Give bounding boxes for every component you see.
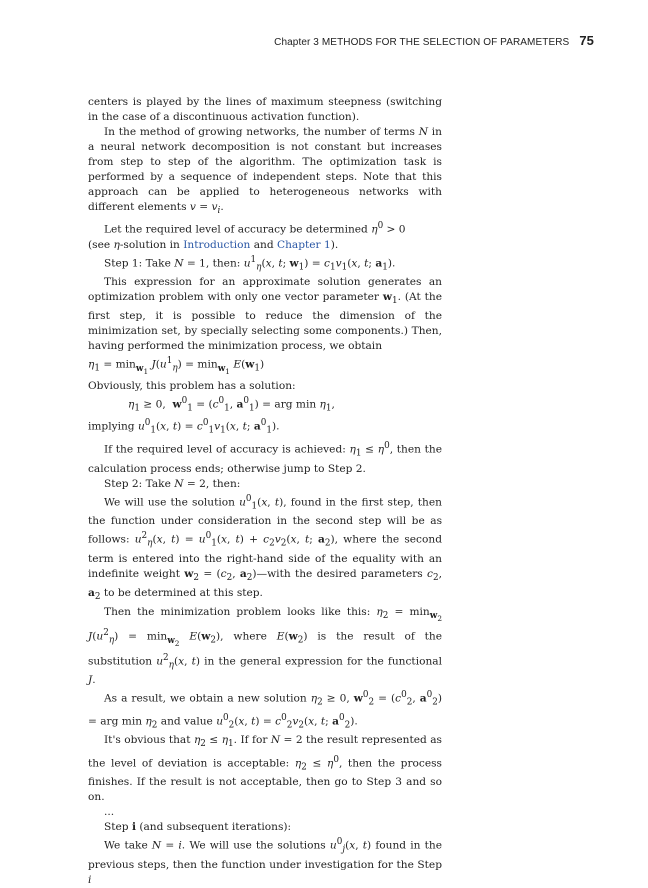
page-number: 75 — [579, 33, 594, 48]
equation: $\eta_1 \ge 0$, $w^0_1 = (c^0_1$, $a^0_1$) = arg $\min \eta_1$, — [128, 395, 335, 414]
paragraph: If the required level of accuracy is achieved: $\eta_1 \le \eta^0$, then the calculation process ends; otherwise jump to Step 2. — [88, 441, 442, 475]
paragraph: We take N = i. We will use the solutions $u^0_j(x$, t) found in the previous steps, then the function under investigation for the Step i — [88, 837, 442, 886]
paragraph: Obviously, this problem has a solution: — [88, 379, 296, 392]
equation: $\eta_1 = \min_{w_1} J(u^1_\eta) = \min_{w_1} E(w_1)$ — [88, 356, 265, 376]
introduction-link[interactable]: Introduction — [183, 238, 251, 251]
paragraph: As a result, we obtain a new solution $\eta_2 \ge 0$, $w^0_2 = (c^0_2$, $a^0_2$) = arg $\min \eta_2$ and value $u^0_2(x$, $t) = c^0_2v_2(x$, t; $a^0_2$). — [88, 690, 443, 731]
paragraph: implying $u^0_1(x$, $t) = c^0_1v_1(x$, t; $a^0_1$). — [88, 418, 280, 437]
paragraph: (see η-solution in Introduction and Chapter 1). — [88, 238, 339, 251]
paragraph: Step 2: Take N = 2, then: — [104, 477, 241, 490]
running-head — [274, 33, 594, 48]
paragraph: We will use the solution $u^0_1(x$, t), found in the first step, then the function under consideration in the second step will be as follows: $u^2_\eta(x$, $t) = u^0_1(x$, $t) + c_2v_2(x$, t; $a_2$), where the second term is entered into the right-hand side of the equality with an indefinite weight $w_2 = (c_2$, $a_2)—with$ the desired parameters $c_2$, $a_2$ to be determined at this step. — [88, 493, 442, 603]
ellipsis: ... — [104, 806, 115, 819]
paragraph: It's obvious that $\eta_2 \le \eta_1$. If for N = 2 the result represented as the level of deviation is acceptable: $\eta_2 \le \eta^0$, then the process finishes. If the result is not acceptable, then go to Step 3 and so on. — [88, 734, 442, 804]
page-body — [88, 95, 442, 888]
paragraph: Step i (and subsequent iterations): — [104, 821, 292, 834]
paragraph: Step 1: Take N = 1, then: $u^1_\eta(x$, t; $w_1) = c_1v_1(x$, t; $a_1$). — [104, 254, 396, 273]
chapter-1-link[interactable]: Chapter 1 — [277, 238, 331, 251]
paragraph: This expression for an approximate solution generates an optimization problem with only one vector parameter $w_1$. (At the first step, it is possible to reduce the dimension of the minimization set, by specially selecting some components.) Then, having performed the minimization process, we obtain — [88, 276, 442, 353]
chapter-label: Chapter 3 — [274, 37, 319, 48]
chapter-title: METHODS FOR THE SELECTION OF PARAMETERS — [321, 37, 570, 48]
paragraph: Let the required level of accuracy be determined $\eta^0 > 0$ — [104, 221, 406, 236]
paragraph: In the method of growing networks, the number of terms N in a neural network decomposition is not constant but increases from step to step of the algorithm. The optimization task is performed by a sequence of independent steps. Note that this approach can be applied to heterogeneous networks with different elements $v = v_i$. — [88, 126, 442, 217]
paragraph: Then the minimization problem looks like this: $\eta_2 = \min_{w_2} J(u^2_\eta) = \min_{w_2} E(w_2)$, where $E(w_2)$ is the result of the substitution $u^2_\eta(x$, t) in the general expression for the functional J. — [88, 606, 442, 687]
paragraph: centers is played by the lines of maximum steepness (switching in the case of a discontinuous activation function). — [88, 96, 442, 123]
